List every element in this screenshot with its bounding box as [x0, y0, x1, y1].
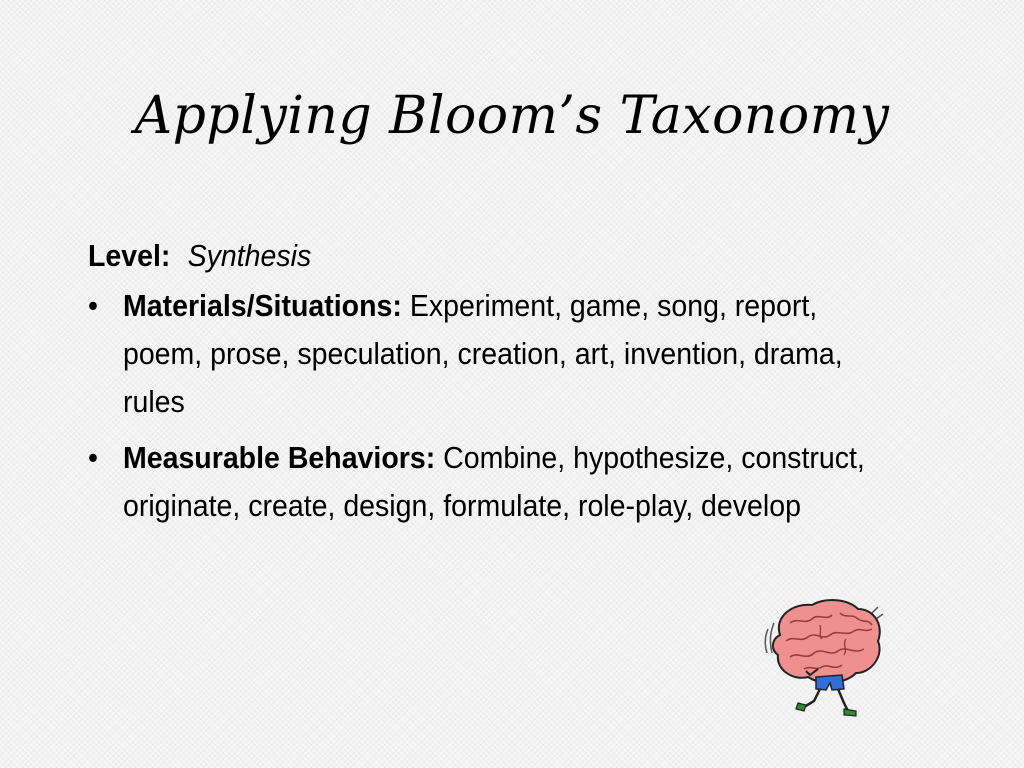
bullet-text: Experiment, game, song, report, poem, prose, speculation, creation, art, invention, drama, rules	[122, 288, 843, 419]
bullet-label: Materials/Situations:	[122, 288, 402, 323]
bullet-materials	[88, 282, 879, 426]
level-label: Level:	[88, 238, 171, 273]
bullet-label: Measurable Behaviors:	[122, 440, 436, 475]
slide-content	[88, 232, 879, 530]
bullet-behaviors	[88, 434, 879, 530]
running-brain-icon	[760, 595, 890, 720]
slide-title: Applying Bloom’s Taxonomy	[134, 86, 890, 146]
running-brain-illustration	[760, 595, 890, 720]
bullet-symbol: •	[88, 440, 98, 475]
bullet-text: Combine, hypothesize, construct, originate, create, design, formulate, role-play, develop	[122, 440, 865, 523]
level-value: Synthesis	[187, 238, 312, 273]
bullet-symbol: •	[88, 288, 98, 323]
level-line	[88, 232, 879, 280]
